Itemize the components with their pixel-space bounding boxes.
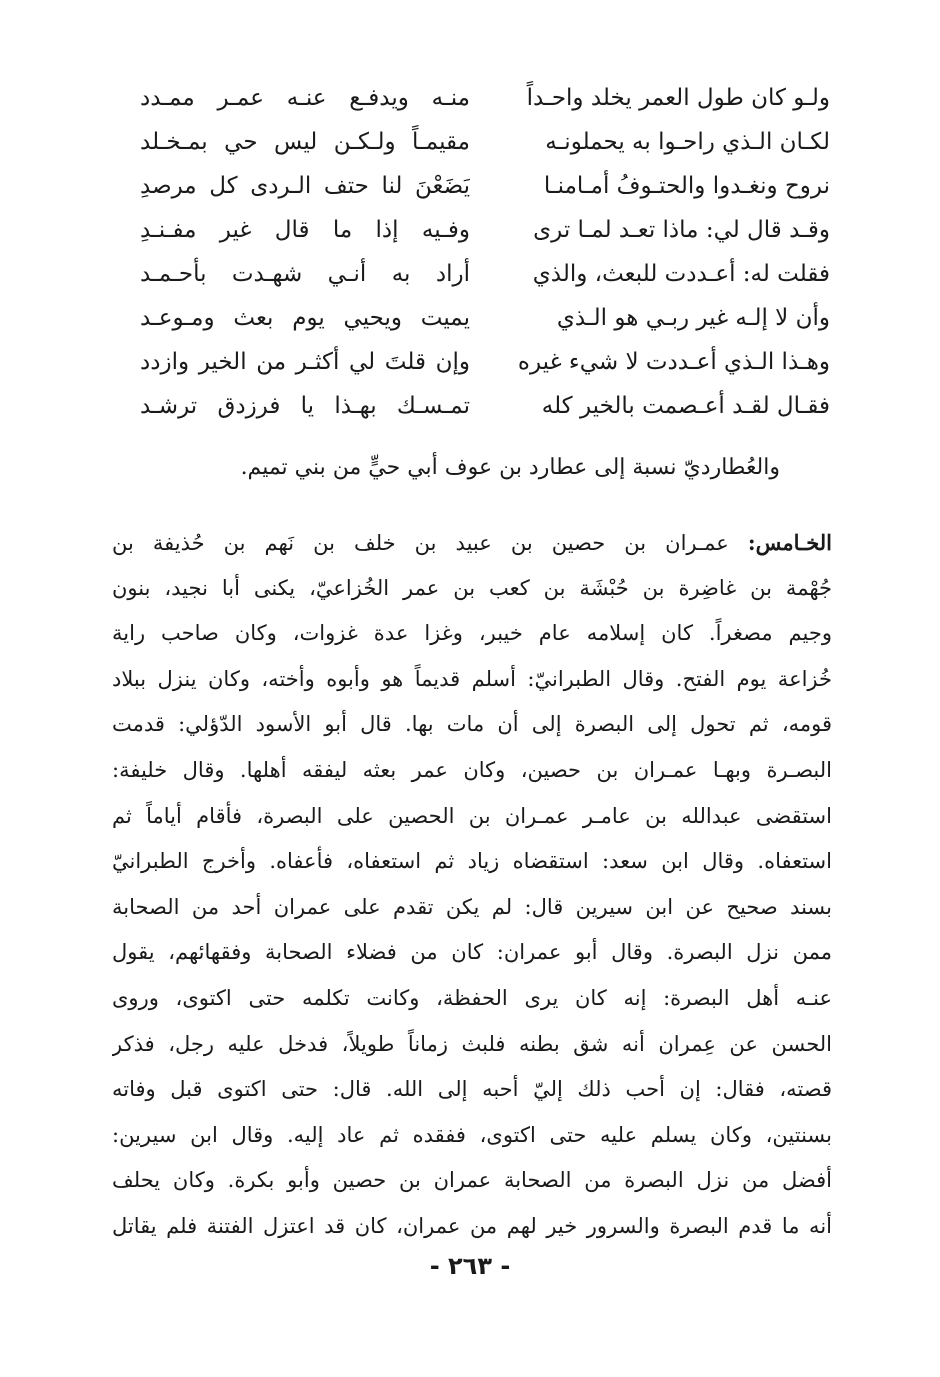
- verse-first-hemistich: ولـو كان طول العمر يخلد واحـداً: [526, 85, 830, 111]
- nisba-note: والعُطارديّ نسبة إلى عطارد بن عوف أبي حيٍّ من بني تميم.: [240, 455, 780, 480]
- biography-paragraph: [112, 520, 832, 1250]
- paragraph-line: استعفاه. وقال ابن سعد: استقضاه زياد ثم استعفاه، فأعفاه. وأخرج الطبرانيّ: [112, 849, 832, 874]
- verse-second-hemistich: مقيمـاً ولـكـن ليس حي بمـخـلد: [140, 129, 470, 155]
- paragraph-line: ممن نزل البصرة. وقال أبو عمران: كان من فضلاء الصحابة وفقهائهم، يقول: [112, 940, 832, 965]
- page-number: - ٢٦٣ -: [429, 1252, 511, 1280]
- paragraph-line: استقضى عبدالله بن عامـر عمـران بن الحصين على البصرة، فأقام أياماً ثم: [112, 803, 832, 828]
- paragraph-line: وجيم مصغراً. كان إسلامه عام خيبر، وغزا عدة غزوات، وكان صاحب راية: [112, 621, 832, 646]
- paragraph-line: أنه ما قدم البصرة والسرور خير لهم من عمران، كان قد اعتزل الفتنة فلم يقاتل: [112, 1213, 832, 1238]
- verse-second-hemistich: وفـيه إذا ما قال غير مفـنـدِ: [140, 217, 470, 243]
- poem-block: [140, 78, 830, 428]
- paragraph-line: [112, 520, 832, 566]
- paragraph-line: الحسن عن عِمران أنه شق بطنه فلبث زماناً طويلاً، فدخل عليه رجل، فذكر: [112, 1031, 832, 1056]
- verse-first-hemistich: فقلت له: أعـددت للبعث، والذي: [532, 261, 830, 287]
- paragraph-line: أفضل من نزل البصرة من الصحابة عمران بن حصين وأبو بكرة. وكان يحلف: [112, 1168, 832, 1193]
- paragraph-line: جُهْمة بن غاضِرة بن حُبْشَة بن كعب بن عمر الخُزاعيّ، يكنى أبا نجيد، بنون: [112, 575, 832, 600]
- paragraph-line-text: عمـران بن حصين بن عبيد بن خلف بن نَهم بن حُذيفة بن: [112, 531, 748, 555]
- verse-second-hemistich: منـه ويدفـع عنـه عمـر ممـدد: [140, 85, 470, 111]
- verse-second-hemistich: يميت ويحيي يوم بعث ومـوعـد: [140, 305, 470, 331]
- paragraph-line: خُزاعة يوم الفتح. وقال الطبرانيّ: أسلم قديماً هو وأبوه وأخته، وكان ينزل ببلاد: [112, 666, 832, 691]
- paragraph-line: قصته، فقال: إن أحب ذلك إليّ أحبه إلى الله. قال: حتى اكتوى قبل وفاته: [112, 1077, 832, 1102]
- verse-first-hemistich: وقـد قال لي: ماذا تعـد لمـا ترى: [533, 217, 830, 243]
- poem-verse: [140, 78, 830, 118]
- verse-first-hemistich: لكـان الـذي راحـوا به يحملونـه: [545, 129, 830, 155]
- poem-verse: [140, 298, 830, 338]
- poem-verse: [140, 386, 830, 426]
- section-heading: الخـامس:: [747, 530, 832, 555]
- poem-verse: [140, 122, 830, 162]
- paragraph-line: بسنتين، وكان يسلم عليه حتى اكتوى، ففقده ثم عاد إليه. وقال ابن سيرين:: [112, 1122, 832, 1147]
- verse-second-hemistich: وإن قلتَ لي أكثـر من الخير وازدد: [140, 349, 470, 375]
- verse-second-hemistich: يَضَعْنَ لنا حتف الـردى كل مرصدِ: [140, 173, 470, 199]
- poem-verse: [140, 254, 830, 294]
- paragraph-line: البصـرة وبهـا عمـران بن حصين، وكان عمر بعثه ليفقه أهلها. وقال خليفة:: [112, 757, 832, 782]
- verse-second-hemistich: تمـسـك بهـذا يا فرزدق ترشـد: [140, 393, 470, 419]
- verse-first-hemistich: وأن لا إلـه غير ربـي هو الـذي: [556, 305, 830, 331]
- paragraph-line: عنـه أهل البصرة: إنه كان يرى الحفظة، وكانت تكلمه حتى اكتوى، وروى: [112, 985, 832, 1010]
- verse-first-hemistich: وهـذا الـذي أعـددت لا شيء غيره: [517, 349, 830, 375]
- paragraph-line: بسند صحيح عن ابن سيرين قال: لم يكن تقدم على عمران أحد من الصحابة: [112, 894, 832, 919]
- verse-first-hemistich: فقـال لقـد أعـصمت بالخير كله: [541, 393, 830, 419]
- paragraph-line: قومه، ثم تحول إلى البصرة إلى أن مات بها. قال أبو الأسود الدّؤلي: قدمت: [112, 712, 832, 737]
- poem-verse: [140, 342, 830, 382]
- poem-verse: [140, 210, 830, 250]
- verse-second-hemistich: أراد به أنـي شهـدت بأحـمـد: [140, 261, 470, 287]
- verse-first-hemistich: نروح ونغـدوا والحتـوفُ أمـامنـا: [543, 173, 830, 199]
- poem-verse: [140, 166, 830, 206]
